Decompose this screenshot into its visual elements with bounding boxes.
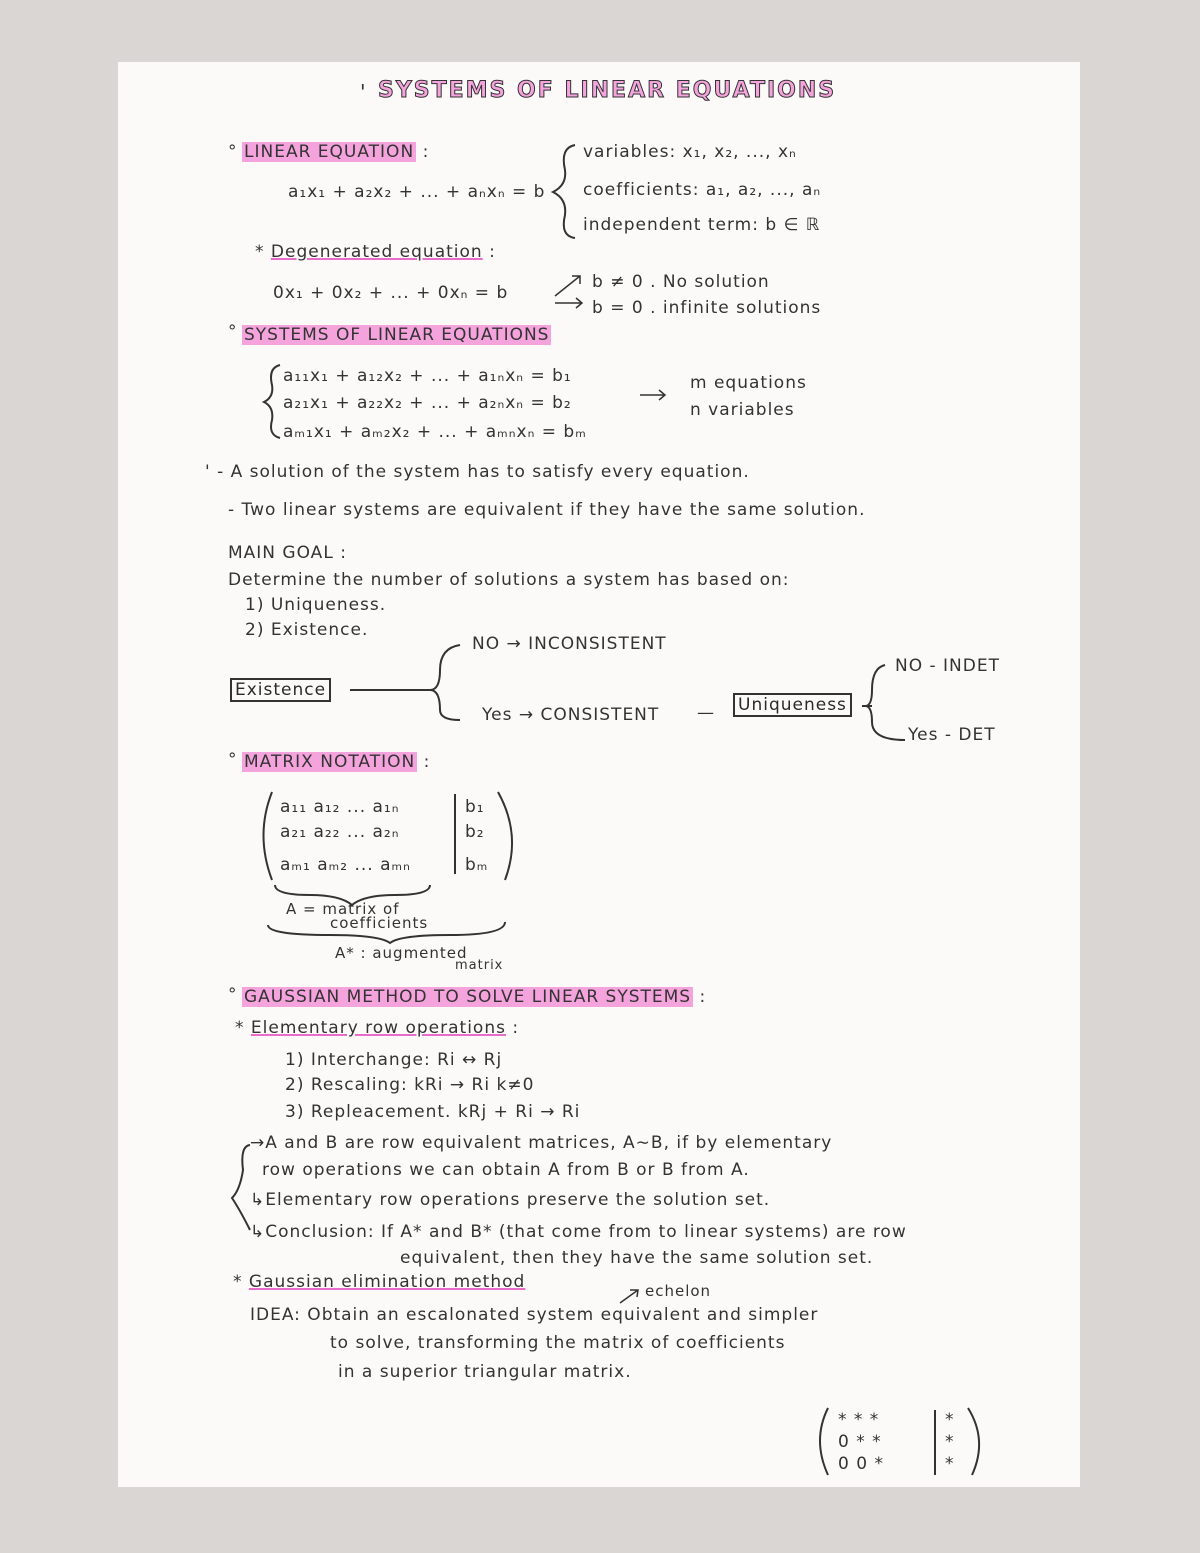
degenerated-heading-text: Degenerated equation	[270, 242, 483, 262]
triangular-row-1: * * *	[838, 1410, 880, 1430]
matrix-b3: bₘ	[465, 855, 489, 875]
solution-note-1: ' - A solution of the system has to satisfy every equation.	[205, 462, 750, 482]
variables-text: variables: x₁, x₂, ..., xₙ	[583, 142, 797, 162]
linear-equation: a₁x₁ + a₂x₂ + ... + aₙxₙ = b	[288, 182, 546, 202]
main-goal-item-2: 2) Existence.	[245, 620, 369, 640]
equivalence-1a: →A and B are row equivalent matrices, A∼B, if by elementary	[250, 1133, 833, 1153]
triangular-row-3: 0 0 *	[838, 1454, 884, 1474]
bullet: °	[228, 750, 238, 770]
bullet: °	[228, 322, 238, 342]
triangular-b2: *	[945, 1432, 955, 1452]
page-title: SYSTEMS OF LINEAR EQUATIONS	[378, 78, 837, 103]
augmented-label-2: matrix	[455, 958, 504, 973]
matrix-row-3: aₘ₁ aₘ₂ ... aₘₙ	[280, 855, 411, 875]
degenerated-equation: 0x₁ + 0x₂ + ... + 0xₙ = b	[273, 283, 509, 303]
matrix-row-2: a₂₁ a₂₂ ... a₂ₙ	[280, 822, 400, 842]
ero-heading-text: Elementary row operations	[250, 1018, 506, 1038]
yes-consistent: Yes → CONSISTENT	[482, 705, 660, 725]
echelon-note: echelon	[645, 1282, 712, 1300]
elimination-heading: * Gaussian elimination method	[233, 1272, 526, 1292]
heading-highlight: MATRIX NOTATION	[244, 752, 416, 772]
op-1: 1) Interchange: Ri ↔ Rj	[285, 1050, 503, 1070]
bullet: °	[228, 142, 238, 162]
idea-2: to solve, transforming the matrix of coefficients	[330, 1333, 786, 1353]
a-label: A = matrix of	[286, 900, 400, 918]
n-variables: n variables	[690, 400, 795, 420]
op-2: 2) Rescaling: kRi → Ri k≠0	[285, 1075, 535, 1095]
conclusion-a-text: Conclusion: If A* and B* (that come from to linear systems) are row	[265, 1222, 907, 1242]
system-eq-3: aₘ₁x₁ + aₘ₂x₂ + ... + aₘₙxₙ = bₘ	[283, 422, 587, 442]
matrix-row-1: a₁₁ a₁₂ ... a₁ₙ	[280, 797, 400, 817]
dash: —	[697, 703, 715, 723]
existence-box: Existence	[230, 678, 331, 702]
system-eq-2: a₂₁x₁ + a₂₂x₂ + ... + a₂ₙxₙ = b₂	[283, 393, 572, 413]
main-goal-item-1: 1) Uniqueness.	[245, 595, 387, 615]
system-eq-1: a₁₁x₁ + a₁₂x₂ + ... + a₁ₙxₙ = b₁	[283, 366, 572, 386]
equivalence-1a-text: A and B are row equivalent matrices, A∼B, if by elementary	[265, 1133, 833, 1153]
heading-highlight: GAUSSIAN METHOD TO SOLVE LINEAR SYSTEMS	[244, 987, 692, 1007]
coefficients-text: coefficients: a₁, a₂, ..., aₙ	[583, 180, 822, 200]
ero-heading: * Elementary row operations :	[235, 1018, 520, 1038]
systems-heading	[242, 325, 551, 345]
equivalence-1b: row operations we can obtain A from B or B from A.	[262, 1160, 750, 1180]
idea-1: IDEA: Obtain an escalonated system equivalent and simpler	[250, 1305, 819, 1325]
uniqueness-box: Uniqueness	[733, 693, 852, 717]
matrix-b1: b₁	[465, 797, 485, 817]
op-3: 3) Repleacement. kRj + Ri → Ri	[285, 1102, 581, 1122]
m-equations: m equations	[690, 373, 807, 393]
no-inconsistent: NO → INCONSISTENT	[472, 634, 667, 654]
degenerated-case-1: b ≠ 0 . No solution	[592, 272, 770, 292]
idea-3: in a superior triangular matrix.	[338, 1362, 632, 1382]
elimination-heading-text: Gaussian elimination method	[248, 1272, 526, 1292]
conclusion-b: equivalent, then they have the same solution set.	[400, 1248, 874, 1268]
matrix-b2: b₂	[465, 822, 485, 842]
equivalence-2: ↳Elementary row operations preserve the solution set.	[250, 1190, 771, 1210]
title-tick: '	[360, 80, 367, 104]
triangular-row-2: 0 * *	[838, 1432, 882, 1452]
matrix-heading: MATRIX NOTATION :	[244, 752, 431, 772]
heading-highlight: SYSTEMS OF LINEAR EQUATIONS	[244, 325, 550, 345]
triangular-b1: *	[945, 1410, 955, 1430]
main-goal-heading: MAIN GOAL :	[228, 543, 347, 563]
a-label-2: coefficients	[330, 914, 429, 932]
yes-det: Yes - DET	[908, 725, 996, 745]
solution-note-1-text: - A solution of the system has to satisfy every equation.	[217, 462, 750, 482]
linear-equation-heading: LINEAR EQUATION :	[244, 142, 430, 162]
augmented-label: A* : augmented	[335, 944, 468, 962]
no-indet: NO - INDET	[895, 656, 1000, 676]
bullet: °	[228, 985, 238, 1005]
triangular-b3: *	[945, 1454, 955, 1474]
heading-highlight: LINEAR EQUATION	[244, 142, 415, 162]
conclusion-a: ↳Conclusion: If A* and B* (that come from to linear systems) are row	[250, 1222, 907, 1242]
gaussian-heading: GAUSSIAN METHOD TO SOLVE LINEAR SYSTEMS :	[244, 987, 707, 1007]
degenerated-heading: * Degenerated equation :	[255, 242, 496, 262]
degenerated-case-2: b = 0 . infinite solutions	[592, 298, 822, 318]
equivalence-2-text: Elementary row operations preserve the solution set.	[265, 1190, 771, 1210]
solution-note-2: - Two linear systems are equivalent if they have the same solution.	[228, 500, 866, 520]
main-goal-text: Determine the number of solutions a system has based on:	[228, 570, 790, 590]
independent-term-text: independent term: b ∈ ℝ	[583, 215, 821, 235]
